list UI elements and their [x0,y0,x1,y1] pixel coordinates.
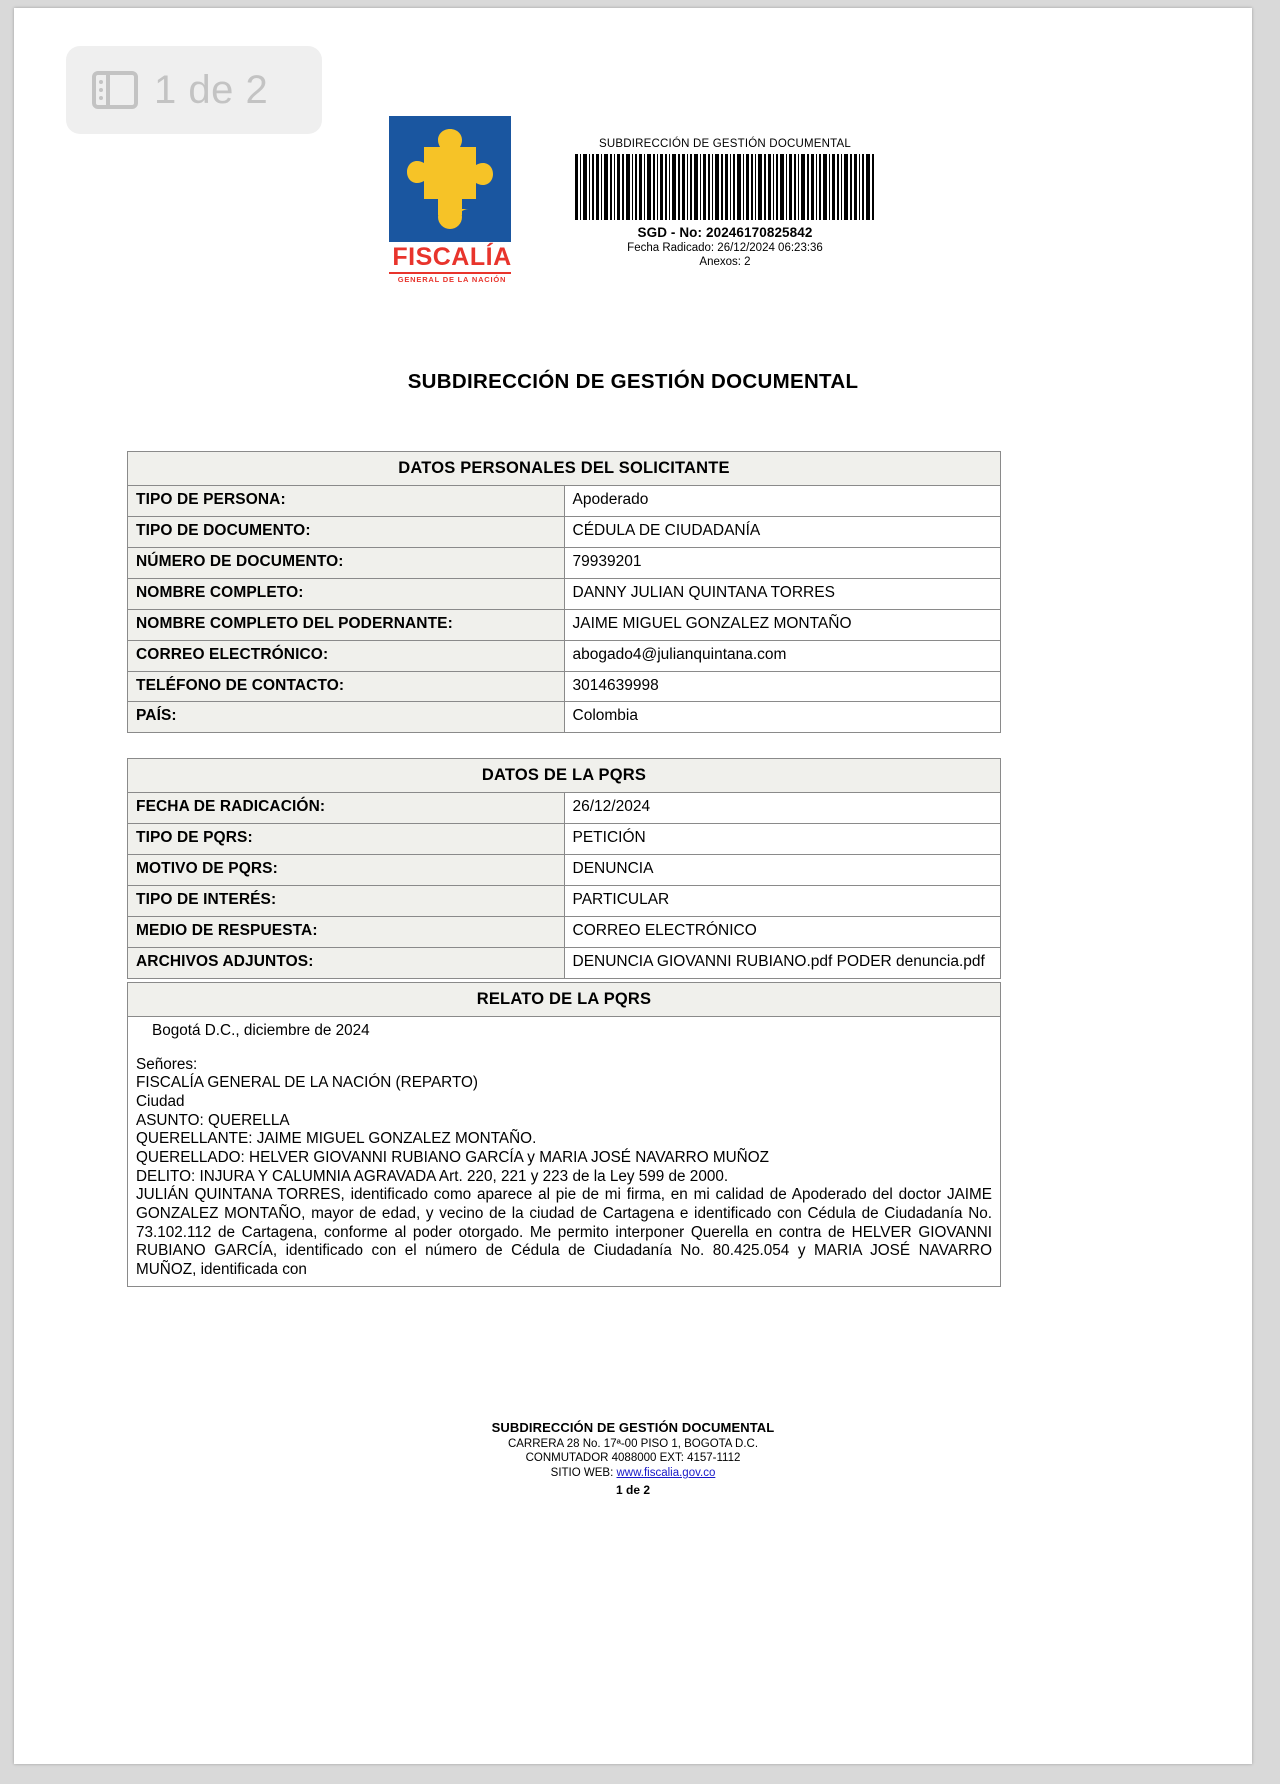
row-label: PAÍS: [128,702,565,733]
barcode-block [573,116,877,268]
table-row [128,854,1001,885]
row-value: CORREO ELECTRÓNICO [564,916,1001,947]
footer-website-label: SITIO WEB: [550,1467,614,1480]
table-row [128,486,1001,517]
relato-querellado: QUERELLADO: HELVER GIOVANNI RUBIANO GARCÍA y MARIA JOSÉ NAVARRO MUÑOZ [136,1149,769,1167]
row-value: abogado4@julianquintana.com [564,640,1001,671]
relato-table [127,982,1001,1287]
page-indicator-label: 1 de 2 [154,68,269,112]
row-label: NOMBRE COMPLETO DEL PODERNANTE: [128,609,565,640]
fiscalia-logo [389,116,515,284]
row-label: ARCHIVOS ADJUNTOS: [128,947,565,978]
table-row [128,547,1001,578]
pqrs-table [127,758,1001,979]
relato-table-header: RELATO DE LA PQRS [128,983,1001,1017]
footer-page-number: 1 de 2 [615,1482,651,1497]
sgd-number: SGD - No: 20246170825842 [637,225,813,240]
document-header [14,116,1252,284]
relato-delito: DELITO: INJURA Y CALUMNIA AGRAVADA Art. 220, 221 y 223 de la Ley 599 de 2000. [136,1167,729,1185]
solicitante-table-header: DATOS PERSONALES DEL SOLICITANTE [128,452,1001,486]
row-value: Apoderado [564,486,1001,517]
row-value: DANNY JULIAN QUINTANA TORRES [564,578,1001,609]
row-value: PETICIÓN [564,824,1001,855]
document-content [14,8,1252,1764]
relato-senores: Señores: [136,1055,198,1073]
puzzle-piece-icon [407,127,493,231]
row-label: TIPO DE PERSONA: [128,486,565,517]
page-layout-icon [92,71,138,109]
row-value: PARTICULAR [564,885,1001,916]
footer-title: SUBDIRECCIÓN DE GESTIÓN DOCUMENTAL [491,1420,775,1435]
barcode-caption: SUBDIRECCIÓN DE GESTIÓN DOCUMENTAL [599,138,851,150]
row-value: DENUNCIA [564,854,1001,885]
row-value: 79939201 [564,547,1001,578]
page-indicator[interactable] [66,46,322,134]
table-row [128,578,1001,609]
footer-website-row [14,1466,1252,1481]
row-value: CÉDULA DE CIUDADANÍA [564,517,1001,548]
document-page [14,8,1252,1764]
footer-phone: CONMUTADOR 4088000 EXT: 4157-1112 [525,1452,741,1465]
pqrs-table-header: DATOS DE LA PQRS [128,759,1001,793]
row-value: Colombia [564,702,1001,733]
table-row [128,916,1001,947]
relato-text [128,1017,1001,1287]
table-row [128,885,1001,916]
relato-ciudad: Ciudad [136,1093,185,1111]
solicitante-table [127,451,1001,733]
table-row [128,824,1001,855]
page-title: SUBDIRECCIÓN DE GESTIÓN DOCUMENTAL [407,370,859,393]
row-label: NOMBRE COMPLETO: [128,578,565,609]
row-label: TIPO DE DOCUMENTO: [128,517,565,548]
row-label: TIPO DE INTERÉS: [128,885,565,916]
row-label: FECHA DE RADICACIÓN: [128,793,565,824]
document-footer [14,1420,1252,1498]
table-row [128,517,1001,548]
table-row [128,609,1001,640]
logo-divider [389,272,511,274]
row-value: JAIME MIGUEL GONZALEZ MONTAÑO [564,609,1001,640]
fecha-radicado: Fecha Radicado: 26/12/2024 06:23:36 [627,242,823,254]
table-row [128,640,1001,671]
logo-wordmark: FISCALÍA [392,243,512,271]
row-label: MOTIVO DE PQRS: [128,854,565,885]
logo-submark: GENERAL DE LA NACIÓN [397,275,507,284]
relato-asunto: ASUNTO: QUERELLA [136,1111,290,1129]
table-row [128,671,1001,702]
row-label: CORREO ELECTRÓNICO: [128,640,565,671]
row-label: NÚMERO DE DOCUMENTO: [128,547,565,578]
table-row [128,1017,1001,1287]
footer-address: CARRERA 28 No. 17ª-00 PISO 1, BOGOTA D.C. [507,1437,759,1450]
row-label: TIPO DE PQRS: [128,824,565,855]
relato-entidad: FISCALÍA GENERAL DE LA NACIÓN (REPARTO) [136,1074,479,1092]
barcode-image [573,154,877,220]
table-header-row [128,983,1001,1017]
table-row [128,947,1001,978]
footer-website-link[interactable]: www.fiscalia.gov.co [616,1467,716,1480]
table-header-row [128,759,1001,793]
row-label: TELÉFONO DE CONTACTO: [128,671,565,702]
table-header-row [128,452,1001,486]
row-value: DENUNCIA GIOVANNI RUBIANO.pdf PODER denuncia.pdf [564,947,1001,978]
anexos-count: Anexos: 2 [699,256,751,268]
relato-body-paragraph: JULIÁN QUINTANA TORRES, identificado como aparece al pie de mi firma, en mi calidad de Apoderado del doctor JAIME GONZALEZ MONTAÑO, mayor de edad, y vecino de la ciudad de Cartagena e identificado con Cédula de Ciudadanía No. 73.102.112 de Cartagena, conforme al poder otorgado. Me permito interponer Querella en contra de HELVER GIOVANNI RUBIANO GARCÍA, identificado con el número de Cédula de Ciudadanía No. 80.425.054 y MARIA JOSÉ NAVARRO MUÑOZ, identificada con [136,1186,992,1278]
row-value: 26/12/2024 [564,793,1001,824]
relato-place-date: Bogotá D.C., diciembre de 2024 [152,1022,370,1040]
relato-querellante: QUERELLANTE: JAIME MIGUEL GONZALEZ MONTAÑO. [136,1130,537,1148]
logo-badge [389,116,511,242]
row-label: MEDIO DE RESPUESTA: [128,916,565,947]
table-row [128,793,1001,824]
table-row [128,702,1001,733]
row-value: 3014639998 [564,671,1001,702]
